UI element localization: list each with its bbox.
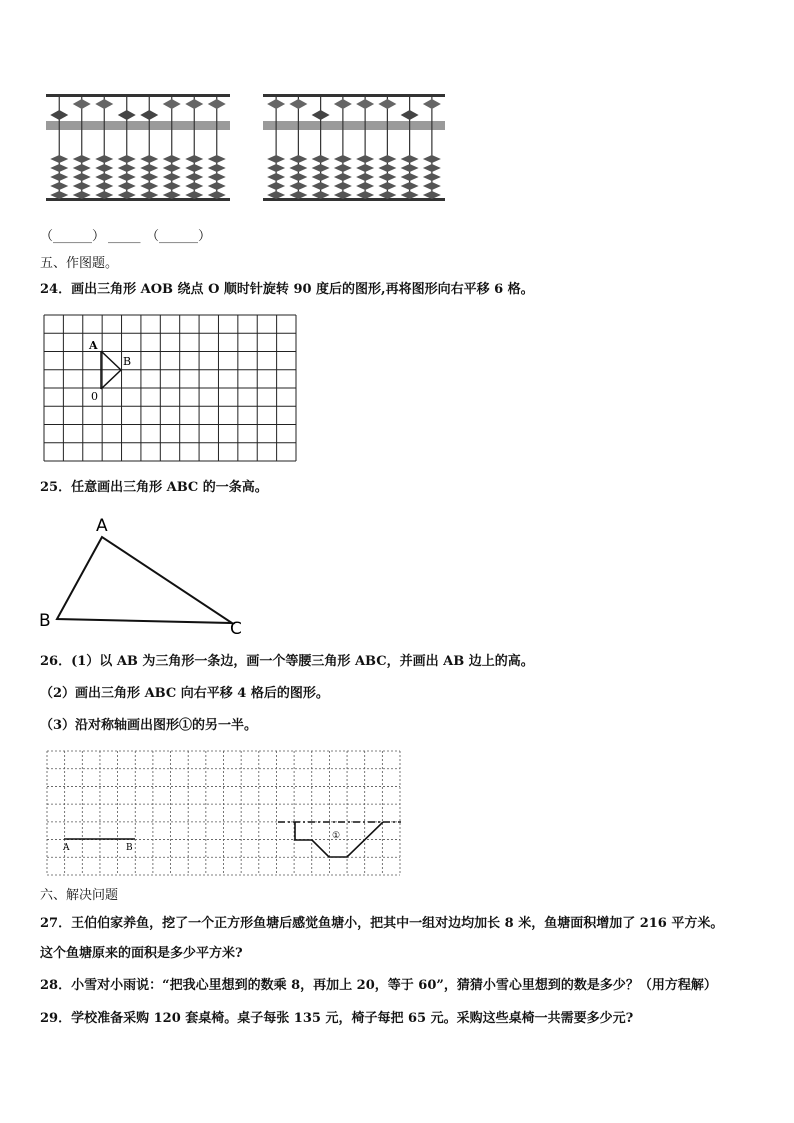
- q26-label-b: B: [126, 843, 133, 853]
- abacus-upper-bead: [140, 110, 158, 120]
- abacus-upper-bead: [401, 110, 419, 120]
- abacus-upper-bead: [356, 99, 374, 109]
- abacus-lower-bead: [401, 191, 419, 199]
- abacus-right: [261, 92, 447, 204]
- abacus-lower-bead: [140, 182, 158, 190]
- abacus-lower-bead: [95, 182, 113, 190]
- abacus-lower-bead: [118, 164, 136, 172]
- abacus-upper-bead: [95, 99, 113, 109]
- abacus-lower-bead: [267, 191, 285, 199]
- q24-segment-ab: [101, 351, 121, 370]
- abacus-lower-bead: [118, 191, 136, 199]
- q25-triangle-abc: [57, 537, 232, 623]
- abacus-lower-bead: [185, 155, 203, 163]
- abacus-lower-bead: [185, 173, 203, 181]
- abacus-lower-bead: [312, 173, 330, 181]
- abacus-upper-bead: [378, 99, 396, 109]
- abacus-lower-bead: [95, 164, 113, 172]
- abacus-lower-bead: [73, 164, 91, 172]
- abacus-lower-bead: [50, 191, 68, 199]
- abacus-upper-bead: [73, 99, 91, 109]
- abacus-lower-bead: [334, 155, 352, 163]
- abacus-lower-bead: [378, 164, 396, 172]
- abacus-bottom-frame: [46, 198, 230, 201]
- q25-triangle-figure[interactable]: [36, 512, 248, 638]
- abacus-lower-bead: [185, 164, 203, 172]
- abacus-upper-bead: [208, 99, 226, 109]
- abacus-top-frame: [46, 94, 230, 97]
- abacus-lower-bead: [140, 155, 158, 163]
- abacus-lower-bead: [73, 191, 91, 199]
- abacus-lower-bead: [378, 173, 396, 181]
- abacus-lower-bead: [95, 173, 113, 181]
- abacus-lower-bead: [356, 182, 374, 190]
- abacus-answer-blank-left[interactable]: （______）: [40, 229, 106, 244]
- q29-text: 29．学校准备采购 120 套桌椅。桌子每张 135 元，椅子每把 65 元。采购这些桌椅一共需要多少元?: [40, 1011, 634, 1026]
- section-6-heading: 六、解决问题: [40, 888, 119, 903]
- abacus-lower-bead: [140, 164, 158, 172]
- abacus-lower-bead: [267, 173, 285, 181]
- abacus-upper-bead: [118, 110, 136, 120]
- abacus-lower-bead: [423, 155, 441, 163]
- abacus-lower-bead: [73, 173, 91, 181]
- abacus-lower-bead: [95, 155, 113, 163]
- abacus-lower-bead: [267, 182, 285, 190]
- abacus-answer-blank-right[interactable]: （______）: [146, 229, 212, 244]
- q24-label-o: 0: [91, 390, 98, 403]
- abacus-lower-bead: [163, 191, 181, 199]
- q26-text-3: （3）沿对称轴画出图形①的另一半。: [40, 718, 258, 733]
- abacus-lower-bead: [208, 155, 226, 163]
- abacus-lower-bead: [185, 191, 203, 199]
- q24-label-a: A: [89, 339, 98, 352]
- q26-figure-1-label: ①: [332, 831, 341, 841]
- abacus-lower-bead: [356, 191, 374, 199]
- abacus-lower-bead: [334, 173, 352, 181]
- abacus-lower-bead: [423, 182, 441, 190]
- abacus-lower-bead: [378, 182, 396, 190]
- section-5-heading: 五、作图题。: [40, 256, 119, 271]
- abacus-lower-bead: [163, 164, 181, 172]
- abacus-lower-bead: [334, 182, 352, 190]
- abacus-lower-bead: [289, 173, 307, 181]
- abacus-lower-bead: [118, 155, 136, 163]
- abacus-lower-bead: [356, 155, 374, 163]
- abacus-lower-bead: [312, 182, 330, 190]
- q27-text-2: 这个鱼塘原来的面积是多少平方米?: [40, 946, 243, 961]
- abacus-upper-bead: [289, 99, 307, 109]
- abacus-lower-bead: [289, 155, 307, 163]
- abacus-lower-bead: [423, 191, 441, 199]
- abacus-upper-bead: [267, 99, 285, 109]
- abacus-lower-bead: [163, 173, 181, 181]
- abacus-upper-bead: [163, 99, 181, 109]
- q24-text: 24．画出三角形 AOB 绕点 O 顺时针旋转 90 度后的图形,再将图形向右平移 6 格。: [40, 282, 534, 297]
- abacus-lower-bead: [140, 191, 158, 199]
- abacus-lower-bead: [73, 155, 91, 163]
- abacus-lower-bead: [401, 155, 419, 163]
- q24-segment-bo: [101, 370, 121, 389]
- q26-text-2: （2）画出三角形 ABC 向右平移 4 格后的图形。: [40, 686, 329, 701]
- abacus-lower-bead: [334, 164, 352, 172]
- abacus-lower-bead: [208, 191, 226, 199]
- abacus-upper-bead: [50, 110, 68, 120]
- q25-text: 25．任意画出三角形 ABC 的一条高。: [40, 480, 268, 495]
- abacus-lower-bead: [163, 182, 181, 190]
- abacus-bottom-frame: [263, 198, 445, 201]
- abacus-lower-bead: [118, 173, 136, 181]
- abacus-lower-bead: [423, 164, 441, 172]
- q27-text-1: 27．王伯伯家养鱼，挖了一个正方形鱼塘后感觉鱼塘小，把其中一组对边均加长 8 米，鱼塘面积增加了 216 平方米。: [40, 916, 724, 931]
- abacus-lower-bead: [73, 182, 91, 190]
- abacus-lower-bead: [356, 164, 374, 172]
- abacus-lower-bead: [50, 182, 68, 190]
- q28-text: 28．小雪对小雨说：“把我心里想到的数乘 8，再加上 20，等于 60”，猜猜小雪心里想到的数是多少？（用方程解）: [40, 978, 717, 993]
- abacus-lower-bead: [312, 164, 330, 172]
- q24-grid[interactable]: [43, 314, 297, 462]
- abacus-upper-bead: [423, 99, 441, 109]
- q24-label-b: B: [123, 355, 132, 368]
- abacus-lower-bead: [312, 191, 330, 199]
- abacus-upper-bead: [185, 99, 203, 109]
- abacus-lower-bead: [185, 182, 203, 190]
- abacus-beam: [263, 121, 445, 130]
- q25-label-b: B: [39, 611, 51, 631]
- abacus-lower-bead: [334, 191, 352, 199]
- q25-label-a: A: [96, 516, 108, 536]
- abacus-lower-bead: [401, 164, 419, 172]
- abacus-lower-bead: [208, 173, 226, 181]
- abacus-lower-bead: [378, 191, 396, 199]
- abacus-lower-bead: [423, 173, 441, 181]
- abacus-lower-bead: [50, 164, 68, 172]
- abacus-lower-bead: [401, 182, 419, 190]
- abacus-answer-blank-middle[interactable]: _____: [108, 229, 141, 244]
- abacus-lower-bead: [95, 191, 113, 199]
- abacus-left: [44, 92, 232, 204]
- abacus-lower-bead: [118, 182, 136, 190]
- abacus-upper-bead: [312, 110, 330, 120]
- abacus-lower-bead: [267, 164, 285, 172]
- q26-grid[interactable]: [46, 750, 402, 876]
- abacus-beam: [46, 121, 230, 130]
- abacus-lower-bead: [50, 173, 68, 181]
- abacus-lower-bead: [289, 164, 307, 172]
- q26-text-1: 26．(1）以 AB 为三角形一条边，画一个等腰三角形 ABC，并画出 AB 边上的高。: [40, 654, 534, 669]
- abacus-lower-bead: [208, 182, 226, 190]
- abacus-lower-bead: [401, 173, 419, 181]
- abacus-lower-bead: [50, 155, 68, 163]
- q25-label-c: C: [230, 619, 242, 639]
- abacus-lower-bead: [312, 155, 330, 163]
- abacus-lower-bead: [356, 173, 374, 181]
- abacus-lower-bead: [378, 155, 396, 163]
- abacus-top-frame: [263, 94, 445, 97]
- abacus-lower-bead: [208, 164, 226, 172]
- abacus-lower-bead: [289, 182, 307, 190]
- abacus-upper-bead: [334, 99, 352, 109]
- abacus-lower-bead: [289, 191, 307, 199]
- abacus-lower-bead: [163, 155, 181, 163]
- abacus-lower-bead: [267, 155, 285, 163]
- q26-label-a: A: [63, 843, 70, 853]
- abacus-lower-bead: [140, 173, 158, 181]
